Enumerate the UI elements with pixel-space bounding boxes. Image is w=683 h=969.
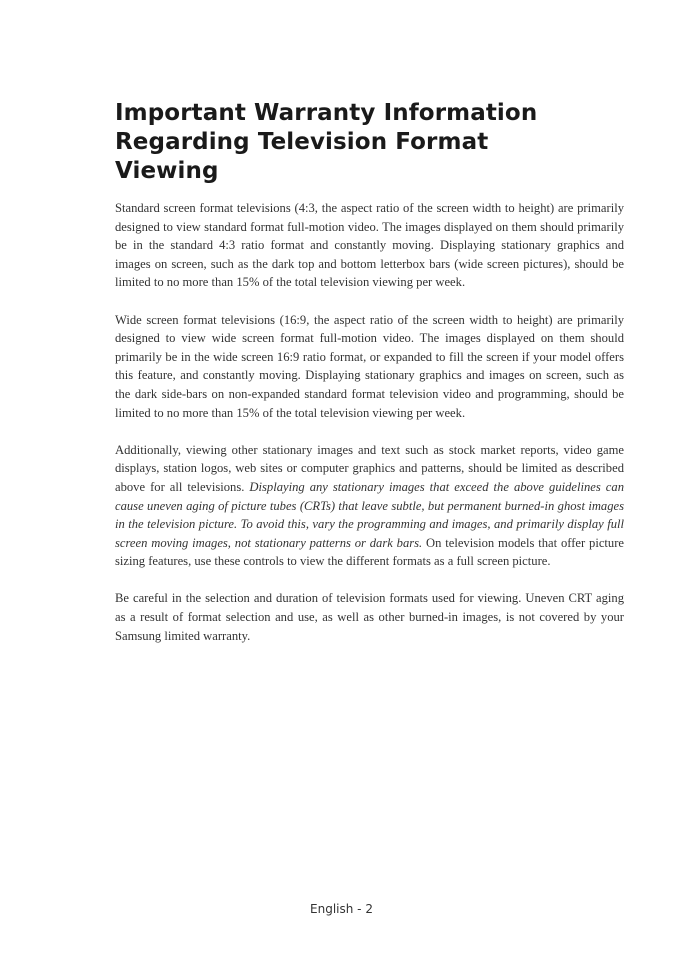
title-line-1: Important Warranty Information [115,100,538,126]
title-line-2: Regarding Television Format [115,129,489,155]
paragraph-3-italic-warning: Displaying any stationary images that exceed the above guidelines can cause uneven aging of picture tubes (CRTs) that leave subtle, but permanent burned-in ghost images in the television picture. To avoid this, vary the programming and images, and primarily display full screen moving images, not stationary patterns or dark bars. [115,479,624,550]
paragraph-standard-screen: Standard screen format televisions (4:3, the aspect ratio of the screen width to height) are primarily designed to view standard format full-motion video. The images displayed on them should primarily be in the standard 4:3 ratio format and constantly moving. Displaying stationary graphics and images on screen, such as the dark top and bottom letterbox bars (wide screen pictures), should be limited to no more than 15% of the total television viewing per week. [115,201,624,290]
title-line-3: Viewing [115,158,219,184]
paragraph-3-text-after: On television models that offer picture sizing features, use these controls to view the different formats as a full screen picture. [115,535,624,569]
paragraph-warranty-note: Be careful in the selection and duration of television formats used for viewing. Uneven CRT aging as a result of format selection and use, as well as other burned-in images, is not covered by your Samsung limited warranty. [115,591,624,643]
body-text [115,199,624,664]
page-title [115,99,595,186]
paragraph-wide-screen: Wide screen format televisions (16:9, the aspect ratio of the screen width to height) are primarily designed to view wide screen format full-motion video. The images displayed on them should primarily be in the wide screen 16:9 ratio format, or expanded to fill the screen if your model offers this feature, and constantly moving. Displaying stationary graphics and images on screen, such as the dark side-bars on non-expanded standard format television video and programming, should be limited to no more than 15% of the total television viewing per week. [115,312,624,420]
paragraph-3-text-before: Additionally, viewing other stationary images and text such as stock market reports, video game displays, station logos, web sites or computer graphics and patterns, should be limited as described above for all televisions. [115,442,624,494]
page-footer: English - 2 [310,902,373,916]
paragraph-stationary-images [115,441,624,571]
